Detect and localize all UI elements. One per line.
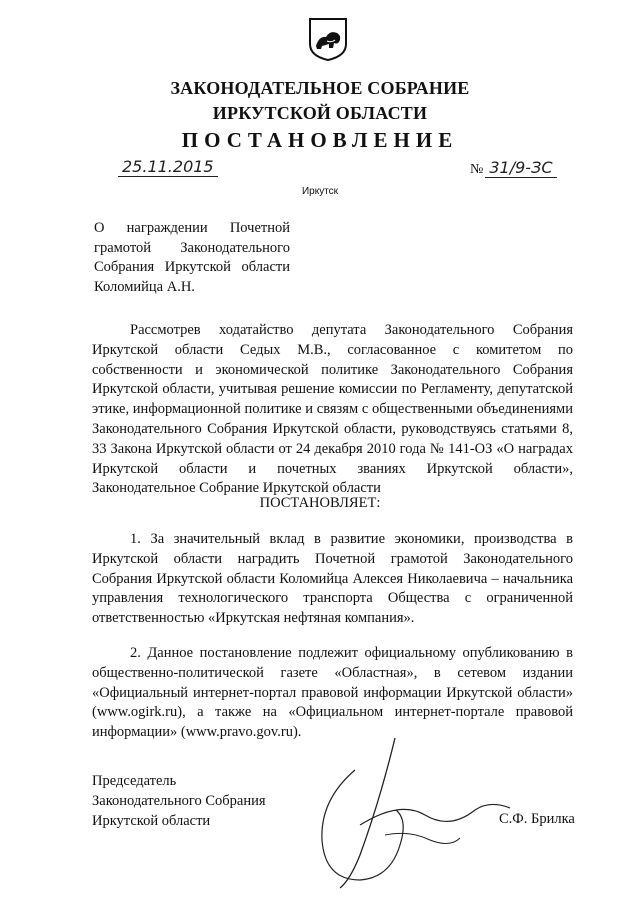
signatory-title — [92, 771, 266, 831]
signatory-title-line2: Законодательного Собрания — [92, 793, 266, 809]
coat-of-arms-icon — [307, 16, 349, 62]
resolve-heading: ПОСТАНОВЛЯЕТ: — [259, 495, 381, 511]
org-title-line2: ИРКУТСКОЙ ОБЛАСТИ — [212, 103, 428, 123]
org-title-line1: ЗАКОНОДАТЕЛЬНОЕ СОБРАНИЕ — [170, 78, 470, 98]
document-date: 25.11.2015 — [118, 157, 218, 177]
number-label: № — [470, 162, 484, 177]
signatory-title-line1: Председатель — [92, 773, 177, 789]
document-subject: О награждении Почетной грамотой Законодательного Собрания Иркутской области Коломийца А.Н. — [94, 220, 290, 295]
handwritten-signature-icon — [300, 730, 520, 900]
resolution-item-2: 2. Данное постановление подлежит официальному опубликованию в общественно-политической газете «Областная», в сетевом издании «Официальный интернет-портал правовой информации Иркутской области» (www.ogirk.ru), а также на «Официальном интернет-портале правовой информации» (www.pravo.gov.ru). — [92, 645, 573, 741]
signatory-title-line3: Иркутской области — [92, 813, 211, 829]
preamble-paragraph: Рассмотрев ходатайство депутата Законодательного Собрания Иркутской области Седых М.В., согласованное с комитетом по собственности и экономической политике Законодательного Собрания Иркутской области, учитывая решение комиссии по Регламенту, депутатской этике, информационной политике и связям с общественными объединениями Законодательного Собрания Иркутской области, руководствуясь статьями 8, 33 Закона Иркутской области от 24 декабря 2010 года № 141-ОЗ «О наградах Иркутской области и почетных званиях Иркутской области», Законодательное Собрание Иркутской области — [92, 322, 573, 497]
document-type: ПОСТАНОВЛЕНИЕ — [181, 128, 459, 152]
signatory-name: С.Ф. Брилка — [499, 811, 575, 827]
resolution-item-1: 1. За значительный вклад в развитие экономики, производства в Иркутской области наградить Почетной грамотой Законодательного Собрания Иркутской области Коломийца Алексея Николаевича – начальника управления технологического транспорта Общества с ограниченной ответственностью «Иркутская нефтяная компания». — [92, 531, 573, 627]
document-number — [470, 158, 557, 178]
number-value: 31/9-ЗС — [485, 158, 556, 178]
city: Иркутск — [301, 186, 339, 197]
